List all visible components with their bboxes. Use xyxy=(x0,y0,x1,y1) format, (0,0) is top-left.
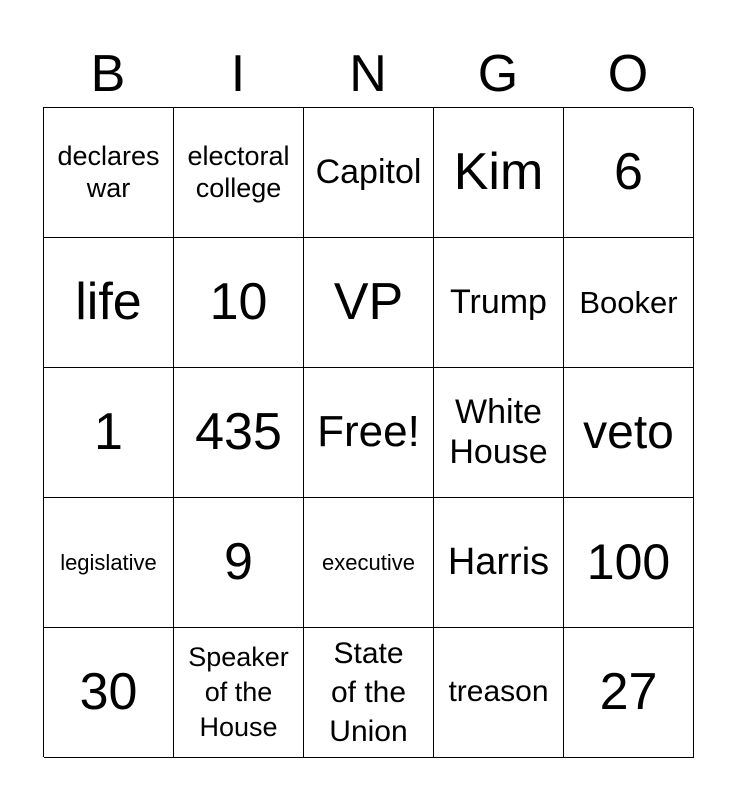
bingo-cell[interactable] xyxy=(434,498,564,628)
cell-text: 30 xyxy=(79,662,138,721)
cell-text: VP xyxy=(333,272,404,331)
bingo-cell[interactable] xyxy=(174,108,304,238)
header-letter-b: B xyxy=(90,45,126,103)
bingo-cell[interactable] xyxy=(304,108,434,238)
bingo-cell[interactable] xyxy=(174,368,304,498)
cell-text: 10 xyxy=(209,272,268,331)
bingo-cell[interactable] xyxy=(434,108,564,238)
bingo-cell[interactable] xyxy=(564,108,694,238)
cell-text: 9 xyxy=(224,532,253,591)
header-letter-o: O xyxy=(607,45,649,103)
cell-text: veto xyxy=(583,405,674,459)
header-letter-n: N xyxy=(349,45,387,103)
bingo-cell[interactable] xyxy=(44,628,174,758)
cell-text: electoral college xyxy=(187,141,290,203)
bingo-cell[interactable] xyxy=(44,368,174,498)
bingo-cell[interactable] xyxy=(434,368,564,498)
cell-text: 27 xyxy=(599,662,658,721)
cell-text: Free! xyxy=(317,407,420,457)
bingo-cell[interactable] xyxy=(304,628,434,758)
cell-text: Speaker of the House xyxy=(188,641,289,743)
cell-text: 435 xyxy=(195,402,282,461)
bingo-cell[interactable] xyxy=(434,238,564,368)
bingo-cell[interactable] xyxy=(174,238,304,368)
bingo-cell[interactable] xyxy=(174,628,304,758)
header-letter-i: I xyxy=(230,45,246,103)
header-letter-g: G xyxy=(477,45,519,103)
bingo-header xyxy=(43,40,693,108)
cell-text: legislative xyxy=(60,549,157,575)
cell-text: Harris xyxy=(447,540,550,583)
bingo-cell[interactable] xyxy=(304,238,434,368)
bingo-cell[interactable] xyxy=(304,368,434,498)
cell-text: Kim xyxy=(453,142,544,201)
bingo-cell[interactable] xyxy=(564,238,694,368)
bingo-cell[interactable] xyxy=(564,368,694,498)
bingo-cell[interactable] xyxy=(564,498,694,628)
cell-text: declares war xyxy=(57,141,160,203)
cell-text: 6 xyxy=(614,142,643,201)
cell-text: Trump xyxy=(450,282,547,321)
cell-text: State of the Union xyxy=(329,637,408,748)
bingo-cell[interactable] xyxy=(44,498,174,628)
cell-text: Booker xyxy=(579,284,678,320)
cell-text: treason xyxy=(448,675,549,709)
bingo-cell[interactable] xyxy=(564,628,694,758)
bingo-board xyxy=(43,107,693,757)
cell-text: 1 xyxy=(94,402,123,461)
bingo-cell[interactable] xyxy=(304,498,434,628)
bingo-cell[interactable] xyxy=(44,238,174,368)
cell-text: 100 xyxy=(586,533,671,590)
bingo-cell[interactable] xyxy=(434,628,564,758)
bingo-cell[interactable] xyxy=(44,108,174,238)
cell-text: executive xyxy=(322,549,415,575)
cell-text: life xyxy=(75,272,142,331)
bingo-cell[interactable] xyxy=(174,498,304,628)
cell-text: Capitol xyxy=(315,152,422,191)
cell-text: White House xyxy=(449,393,548,471)
